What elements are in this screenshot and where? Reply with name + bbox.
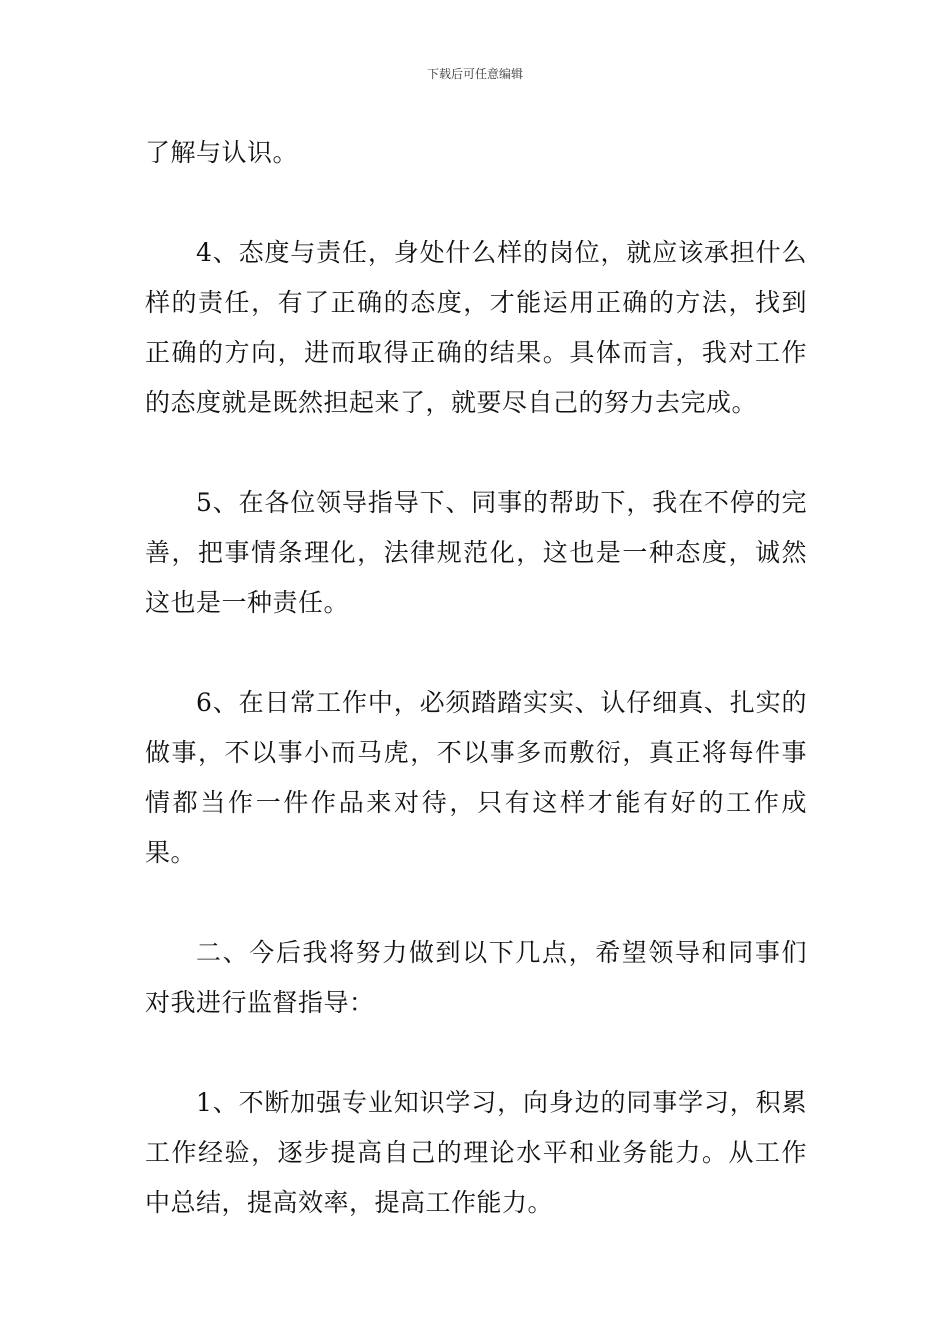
paragraph-plan-1: 1、不断加强专业知识学习，向身边的同事学习，积累工作经验，逐步提高自己的理论水平和业务能力。从工作中总结，提高效率，提高工作能力。 <box>145 1088 807 1217</box>
paragraph-spacer <box>145 428 807 478</box>
paragraph-spacer <box>145 178 807 228</box>
document-body <box>145 128 807 1228</box>
paragraph-item-4: 4、态度与责任，身处什么样的岗位，就应该承担什么样的责任，有了正确的态度，才能运用正确的方法，找到正确的方向，进而取得正确的结果。具体而言，我对工作的态度就是既然担起来了，就要尽自己的努力去完成。 <box>145 238 807 417</box>
paragraph-item-5: 5、在各位领导指导下、同事的帮助下，我在不停的完善，把事情条理化，法律规范化，这也是一种态度，诚然这也是一种责任。 <box>145 488 807 617</box>
section-heading-two: 二、今后我将努力做到以下几点，希望领导和同事们对我进行监督指导： <box>145 938 807 1017</box>
paragraph-spacer <box>145 628 807 678</box>
paragraph-continuation: 了解与认识。 <box>145 138 299 167</box>
paragraph-spacer <box>145 878 807 928</box>
paragraph-spacer <box>145 1028 807 1078</box>
paragraph-item-6: 6、在日常工作中，必须踏踏实实、认仔细真、扎实的做事，不以事小而马虎，不以事多而敷衍，真正将每件事情都当作一件作品来对待，只有这样才能有好的工作成果。 <box>145 688 807 867</box>
page-header-note: 下载后可任意编辑 <box>426 67 523 81</box>
